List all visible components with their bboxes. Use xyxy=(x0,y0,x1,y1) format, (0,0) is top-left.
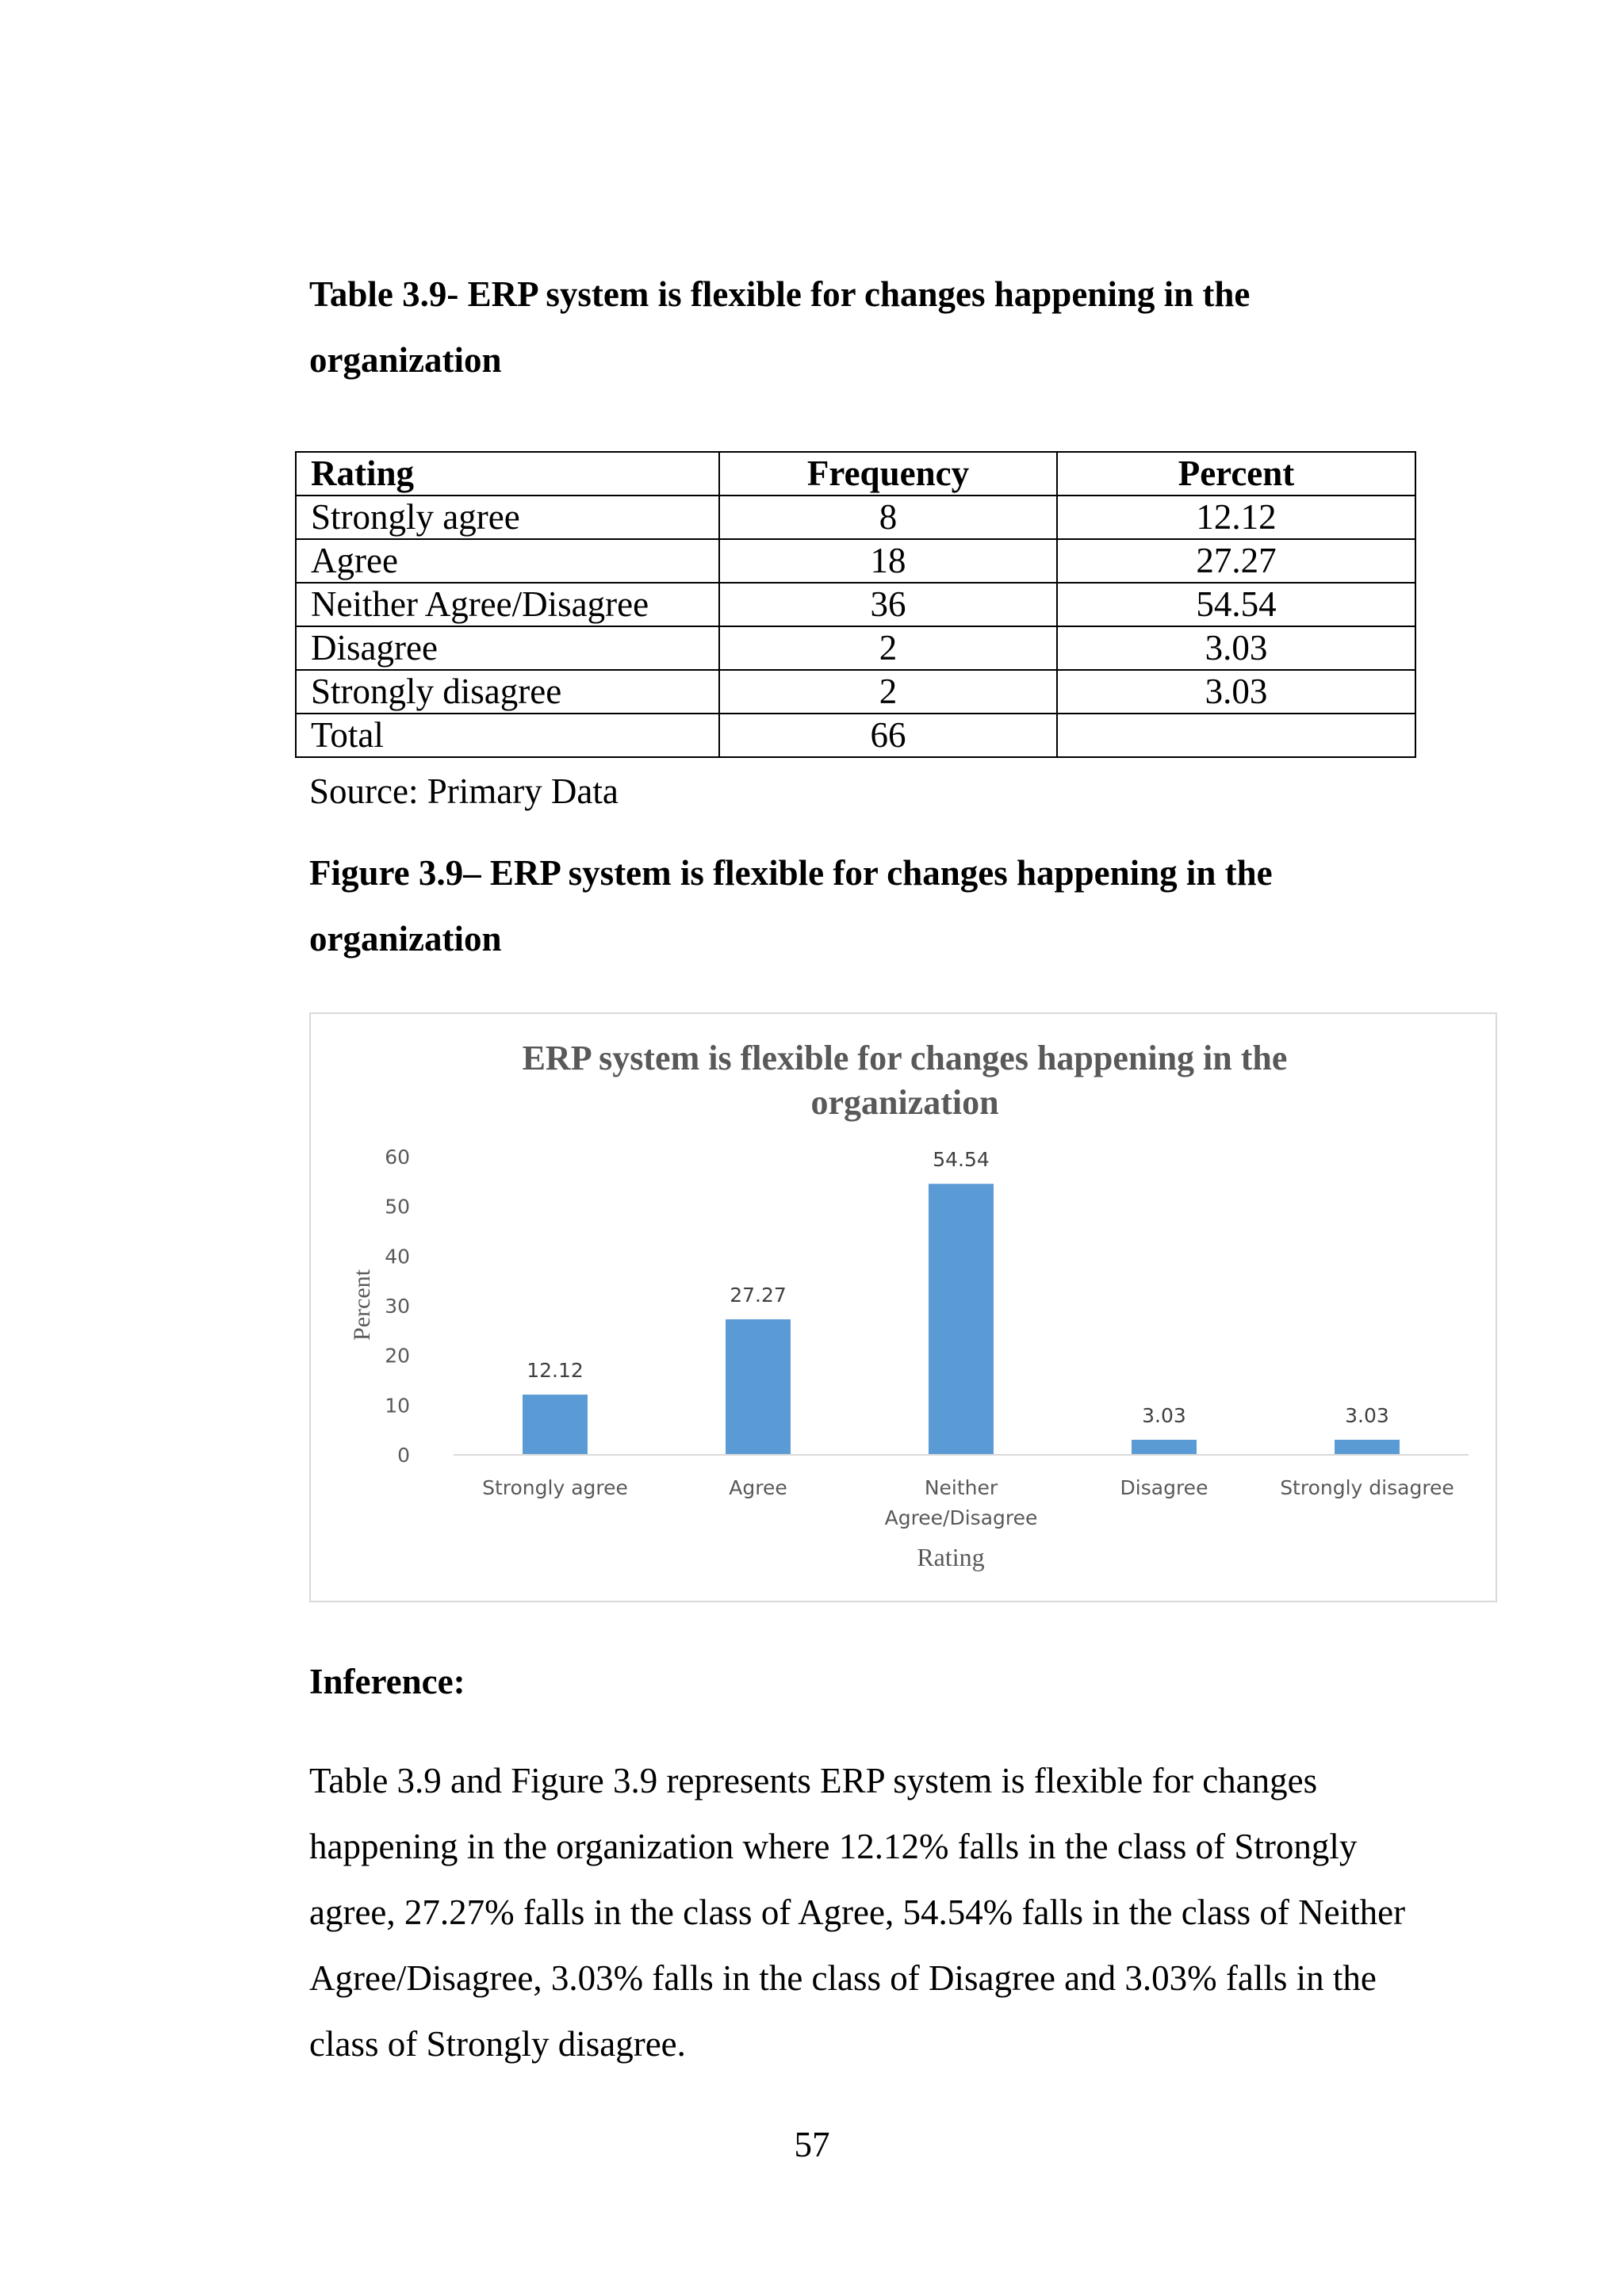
bar xyxy=(1335,1440,1400,1455)
table-row xyxy=(296,539,1415,583)
table-header-row xyxy=(296,452,1415,496)
y-tick-label: 0 xyxy=(397,1444,410,1467)
y-tick-label: 40 xyxy=(385,1245,410,1269)
y-tick-label: 50 xyxy=(385,1195,410,1219)
table-row xyxy=(296,670,1415,714)
rating-cell: Disagree xyxy=(296,626,719,670)
frequency-table xyxy=(295,451,1416,758)
frequency-cell: 36 xyxy=(719,583,1057,626)
table-total-row xyxy=(296,714,1415,757)
percent-cell: 12.12 xyxy=(1057,496,1415,539)
x-tick-label: Strongly disagree xyxy=(1280,1476,1454,1499)
percent-cell: 3.03 xyxy=(1057,670,1415,714)
inference-paragraph: Table 3.9 and Figure 3.9 represents ERP system is flexible for changes happening in the organization where 12.12% falls in the class of Strongly agree, 27.27% falls in the class of Agree, 54.54% falls in the class of Neither Agree/Disagree, 3.03% falls in the class of Disagree and 3.03% falls in the class of Strongly disagree. xyxy=(309,1761,1406,2064)
rating-cell: Strongly agree xyxy=(296,496,719,539)
table-caption: Table 3.9- ERP system is flexible for changes happening in the organization xyxy=(309,274,1251,380)
bar xyxy=(1132,1440,1197,1455)
frequency-cell: 2 xyxy=(719,670,1057,714)
table-row xyxy=(296,626,1415,670)
total-percent-cell xyxy=(1057,714,1415,757)
rating-cell: Agree xyxy=(296,539,719,583)
bar-chart xyxy=(309,1012,1497,1602)
x-tick-label: Neither xyxy=(924,1476,998,1499)
x-tick-label: Agree/Disagree xyxy=(884,1506,1038,1529)
y-tick-label: 20 xyxy=(385,1344,410,1368)
data-label: 27.27 xyxy=(730,1284,787,1307)
page-number: 57 xyxy=(794,2125,830,2164)
percent-cell: 27.27 xyxy=(1057,539,1415,583)
y-axis-title: Percent xyxy=(349,1269,375,1341)
rating-cell: Strongly disagree xyxy=(296,670,719,714)
y-axis xyxy=(385,1146,410,1467)
inference-heading: Inference: xyxy=(309,1662,465,1701)
rating-cell: Neither Agree/Disagree xyxy=(296,583,719,626)
bar-series xyxy=(482,1148,1454,1529)
column-header-percent: Percent xyxy=(1057,452,1415,496)
table-row xyxy=(296,496,1415,539)
total-frequency-cell: 66 xyxy=(719,714,1057,757)
data-label: 54.54 xyxy=(933,1148,990,1172)
chart-title-line-1: ERP system is flexible for changes happening in the xyxy=(522,1039,1288,1077)
figure-caption: Figure 3.9– ERP system is flexible for changes happening in the organization xyxy=(309,853,1273,959)
data-label: 3.03 xyxy=(1345,1404,1389,1428)
y-tick-label: 30 xyxy=(385,1295,410,1318)
bar xyxy=(726,1319,791,1455)
x-tick-label: Strongly agree xyxy=(482,1476,628,1499)
frequency-cell: 18 xyxy=(719,539,1057,583)
x-tick-label: Agree xyxy=(729,1476,787,1499)
column-header-rating: Rating xyxy=(296,452,719,496)
chart-title-line-2: organization xyxy=(810,1083,999,1122)
frequency-cell: 8 xyxy=(719,496,1057,539)
bar xyxy=(523,1395,588,1455)
frequency-cell: 2 xyxy=(719,626,1057,670)
percent-cell: 54.54 xyxy=(1057,583,1415,626)
table-row xyxy=(296,583,1415,626)
data-label: 3.03 xyxy=(1142,1404,1186,1428)
column-header-frequency: Frequency xyxy=(719,452,1057,496)
y-tick-label: 60 xyxy=(385,1146,410,1169)
x-tick-label: Disagree xyxy=(1120,1476,1208,1499)
y-tick-label: 10 xyxy=(385,1394,410,1418)
total-label-cell: Total xyxy=(296,714,719,757)
data-label: 12.12 xyxy=(527,1359,584,1383)
x-axis-title: Rating xyxy=(917,1543,985,1571)
percent-cell: 3.03 xyxy=(1057,626,1415,670)
bar xyxy=(929,1184,994,1455)
source-note: Source: Primary Data xyxy=(309,771,619,811)
bar-chart-canvas xyxy=(311,1014,1499,1604)
